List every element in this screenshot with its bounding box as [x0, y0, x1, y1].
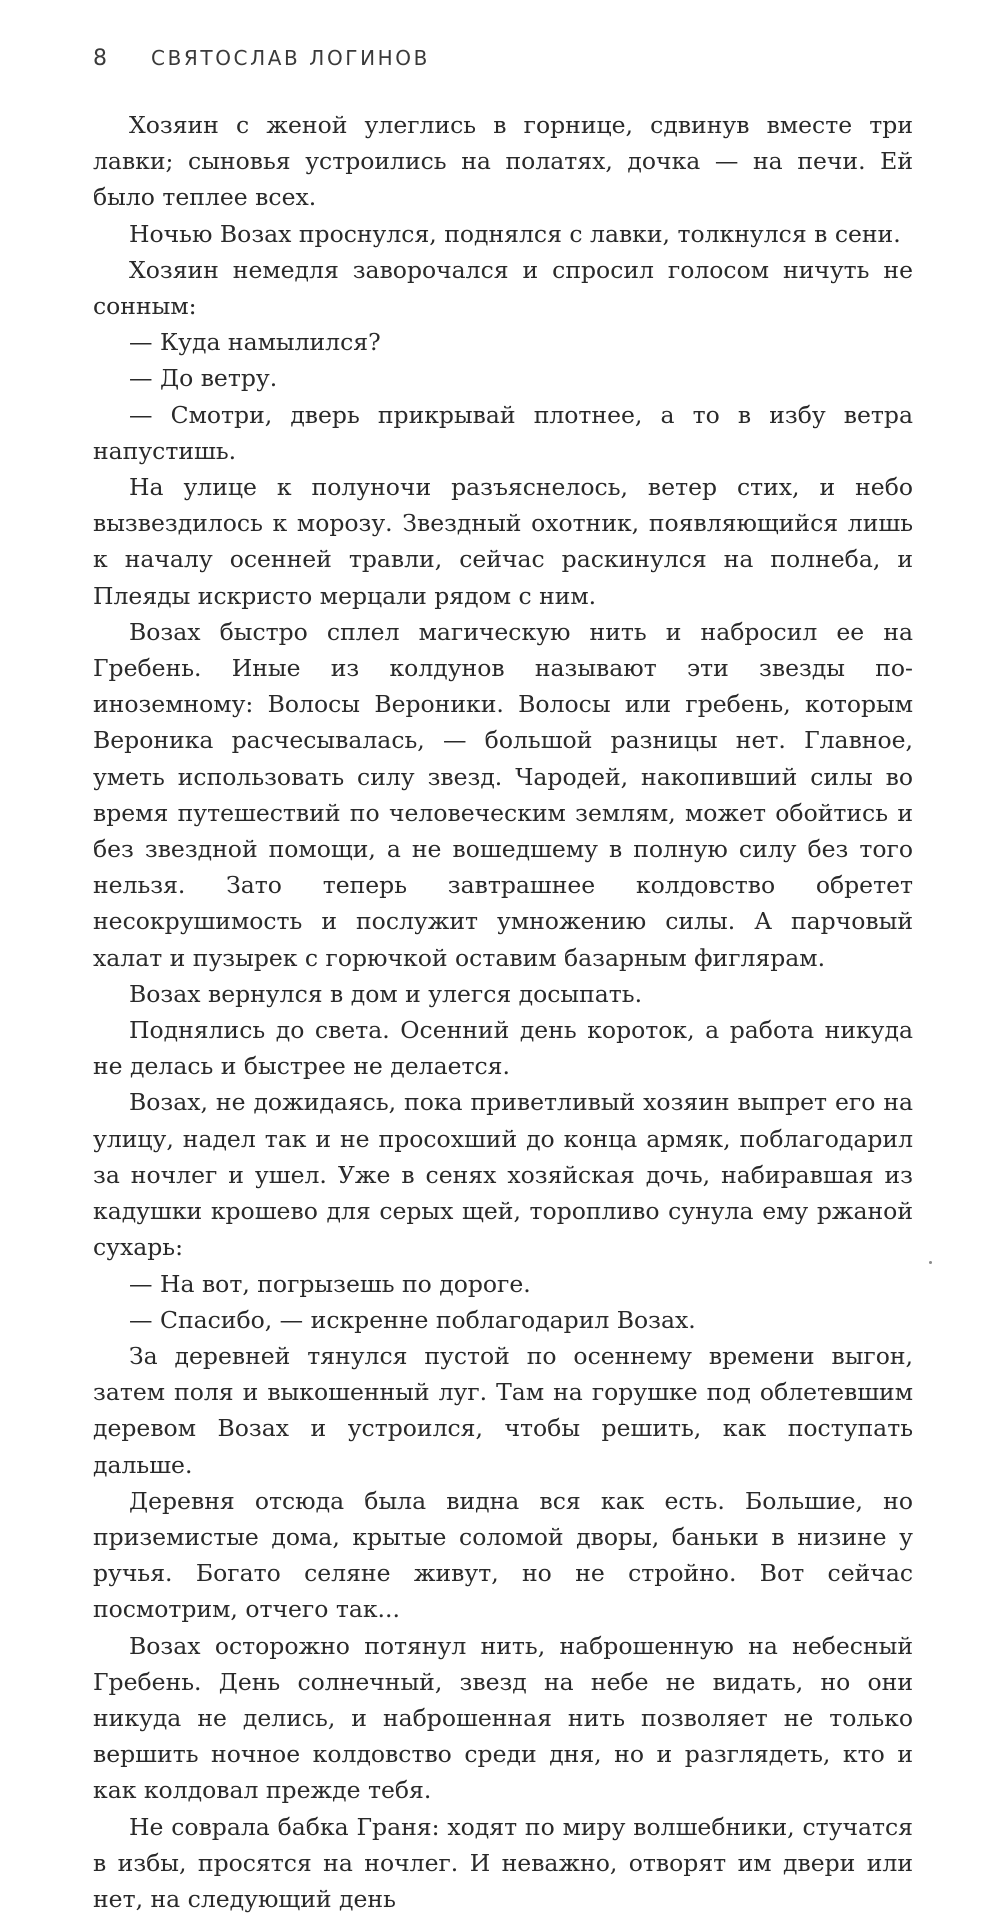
- author-name: СВЯТОСЛАВ ЛОГИНОВ: [151, 46, 430, 70]
- paragraph: Деревня отсюда была видна вся как есть. Большие, но приземистые дома, крытые соломой дворы, баньки в низине у ручья. Богато селяне живут, но не стройно. Вот сейчас посмотрим, отчего так...: [93, 1486, 913, 1624]
- paragraph: Возах быстро сплел магическую нить и набросил ее на Гребень. Иные из колдунов называют эти звезды по-иноземному: Волосы Вероники. Волосы или гребень, которым Вероника расчесывалась, — большой разницы нет. Главное, уметь использовать силу звезд. Чародей, накопивший силы во время путешествий по человеческим землям, может обойтись и без звездной помощи, а не вошедшему в полную силу без того нельзя. Зато теперь завтрашнее колдовство обретет несокрушимость и послужит умножению силы. А парчовый халат и пузырек с горючкой оставим базарным фиглярам.: [93, 617, 913, 972]
- paragraph: Не соврала бабка Граня: ходят по миру волшебники, стучатся в избы, просятся на ночлег. И неважно, отворят им двери или нет, на следующий день: [93, 1812, 913, 1913]
- paragraph: Ночью Возах проснулся, поднялся с лавки, толкнулся в сени.: [129, 219, 901, 248]
- dialogue-line: — Спасибо, — искренне поблагодарил Возах.: [129, 1305, 696, 1334]
- paragraph: На улице к полуночи разъяснелось, ветер стих, и небо вызвездилось к морозу. Звездный охотник, появляющийся лишь к началу осенней травли, сейчас раскинулся на полнеба, и Плеяды искристо мерцали рядом с ним.: [93, 473, 913, 610]
- print-speck: [929, 1261, 932, 1264]
- paragraph: Возах, не дожидаясь, пока приветливый хозяин выпрет его на улицу, надел так и не просохший до конца армяк, поблагодарил за ночлег и ушел. Уже в сенях хозяйская дочь, набиравшая из кадушки крошево для серых щей, торопливо сунула ему ржаной сухарь:: [93, 1088, 913, 1262]
- running-head: [93, 46, 430, 82]
- page-number: 8: [93, 46, 107, 71]
- dialogue-line: — До ветру.: [129, 364, 278, 393]
- dialogue-line: — Куда намылился?: [129, 328, 381, 357]
- paragraph: Возах осторожно потянул нить, наброшенную на небесный Гребень. День солнечный, звезд на небе не видать, но они никуда не делись, и наброшенная нить позволяет не только вершить ночное колдовство среди дня, но и разглядеть, кто и как колдовал прежде тебя.: [93, 1631, 913, 1805]
- paragraph: Возах вернулся в дом и улегся досыпать.: [129, 979, 643, 1008]
- paragraph: Поднялись до света. Осенний день короток, а работа никуда не делась и быстрее не делается.: [93, 1016, 913, 1081]
- paragraph: Хозяин немедля заворочался и спросил голосом ничуть не сонным:: [93, 255, 913, 321]
- paragraph: За деревней тянулся пустой по осеннему времени выгон, затем поля и выкошенный луг. Там на горушке под облетевшим деревом Возах и устроился, чтобы решить, как поступать дальше.: [93, 1341, 913, 1479]
- dialogue-line: — На вот, погрызешь по дороге.: [129, 1269, 531, 1298]
- dialogue-line: — Смотри, дверь прикрывай плотнее, а то в избу ветра напустишь.: [93, 400, 913, 465]
- paragraph: Хозяин с женой улеглись в горнице, сдвинув вместе три лавки; сыновья устроились на полатях, дочка — на печи. Ей было теплее всех.: [93, 111, 913, 212]
- body-text: [93, 107, 913, 1917]
